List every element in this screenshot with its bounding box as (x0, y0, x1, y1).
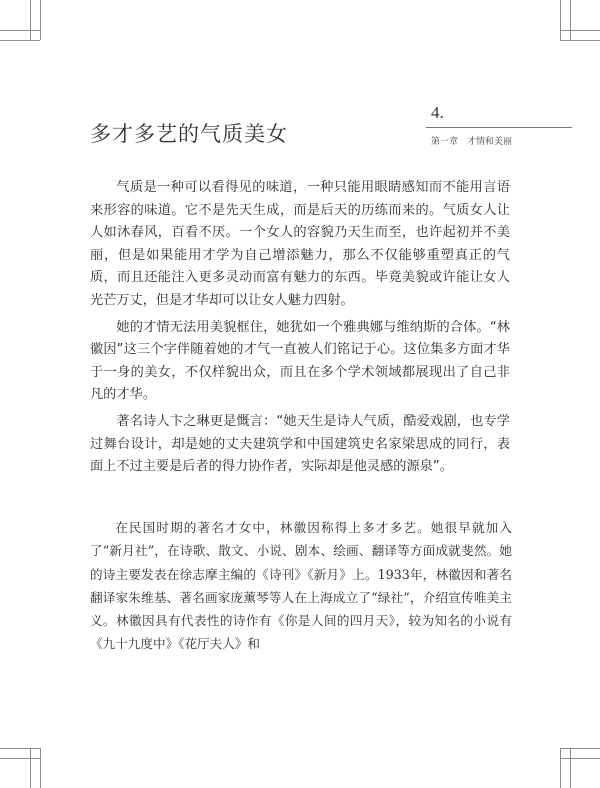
crop-mark (0, 30, 40, 31)
crop-mark (30, 748, 31, 788)
crop-mark (0, 40, 40, 41)
running-head: 第一章 才情和美丽 (431, 137, 513, 147)
crop-mark (560, 40, 600, 41)
crop-mark (30, 0, 31, 40)
page-number: 4. (431, 103, 444, 122)
quote-paragraph: 在民国时期的著名才女中，林徽因称得上多才多艺。她很早就加入了“新月社”，在诗歌、散文、小说、剧本、绘画、翻译等方面成就斐然。她的诗主要发表在徐志摩主编的《诗刊》《新月》上。1933年，林徽因和著名翻译家朱维基、著名画家庞薰琴等人在上海成立了“绿社”，介绍宣传唯美主义。林徽因具有代表性的诗作有《你是人间的四月天》，较为知名的小说有《九十九度中》《花厅夫人》和 (90, 520, 512, 652)
crop-mark (570, 748, 571, 788)
crop-mark (560, 758, 600, 759)
crop-mark (40, 0, 41, 40)
crop-mark (570, 0, 571, 40)
header-rule (426, 127, 572, 128)
body-text (90, 177, 510, 479)
crop-mark (0, 748, 40, 749)
crop-mark (560, 748, 600, 749)
crop-mark (40, 748, 41, 788)
body-paragraph: 她的才情无法用美貌框住，她犹如一个雅典娜与维纳斯的合体。“林徽因”这三个字伴随着她的才气一直被人们铭记于心。这位集多方面才华于一身的美女，不仅样貌出众，而且在多个学术领域都展现出了自己非凡的才华。 (90, 319, 510, 403)
crop-mark (0, 758, 40, 759)
crop-mark (560, 0, 561, 40)
chapter-title: 多才多艺的气质美女 (90, 122, 288, 146)
body-paragraph: 著名诗人卞之琳更是慨言：“她天生是诗人气质，酷爱戏剧，也专学过舞台设计，却是她的丈夫建筑学和中国建筑史名家梁思成的同行，表面上不过主要是后者的得力协作者，实际却是他灵感的源泉”。 (90, 413, 510, 475)
crop-mark (560, 30, 600, 31)
quote-block (90, 516, 512, 656)
crop-mark (560, 748, 561, 788)
body-paragraph: 气质是一种可以看得见的味道，一种只能用眼睛感知而不能用言语来形容的味道。它不是先天生成，而是后天的历练而来的。气质女人让人如沐春风，百看不厌。一个女人的容貌乃天生而至，也许起初并不美丽，但是如果能用才学为自己增添魅力，那么不仅能够重塑真正的气质，而且还能注入更多灵动而富有魅力的东西。毕竟美貌或许能让女人光芒万丈，但是才华却可以让女人魅力四射。 (90, 180, 510, 308)
